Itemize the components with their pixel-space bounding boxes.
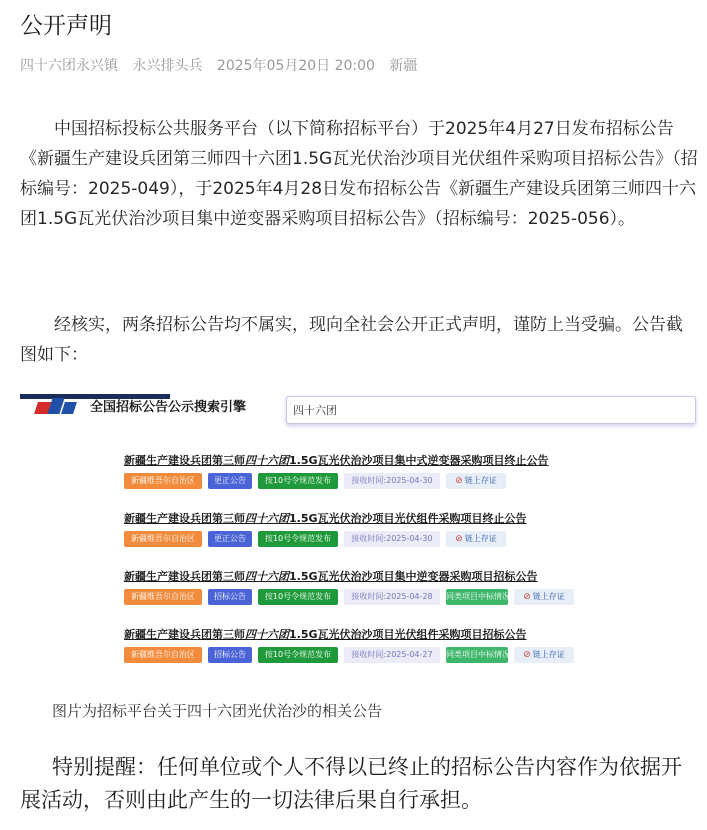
chain-link-button[interactable]: ⊘ 链上存证 <box>514 647 574 663</box>
chain-link-button[interactable]: ⊘ 链上存证 <box>514 589 574 605</box>
result-title[interactable]: 新疆生产建设兵团第三师四十六团1.5G瓦光伏治沙项目集中式逆变器采购项目终止公告 <box>124 454 549 467</box>
link-icon: ⊘ <box>523 592 531 602</box>
result-title[interactable]: 新疆生产建设兵团第三师四十六团1.5G瓦光伏治沙项目光伏组件采购项目招标公告 <box>124 628 527 641</box>
result-tags <box>124 589 580 605</box>
standard-tag: 按10号令规范发布 <box>258 531 338 547</box>
result-item[interactable] <box>124 626 684 676</box>
result-title[interactable]: 新疆生产建设兵团第三师四十六团1.5G瓦光伏治沙项目光伏组件采购项目终止公告 <box>124 512 527 525</box>
publish-datetime: 2025年05月20日 20:00 <box>216 58 375 74</box>
link-icon: ⊘ <box>455 534 463 544</box>
search-engine-header <box>20 394 698 428</box>
search-box[interactable] <box>286 396 696 424</box>
result-item[interactable] <box>124 452 684 506</box>
paragraph-2: 经核实，两条招标公告均不属实，现向全社会公开正式声明，谨防上当受骗。公告截图如下： <box>20 315 683 365</box>
image-caption: 图片为招标平台关于四十六团光伏治沙的相关公告 <box>52 702 383 720</box>
region-tag: 新疆维吾尔自治区 <box>124 531 202 547</box>
region-tag: 新疆维吾尔自治区 <box>124 647 202 663</box>
standard-tag: 按10号令规范发布 <box>258 647 338 663</box>
result-title[interactable]: 新疆生产建设兵团第三师四十六团1.5G瓦光伏治沙项目集中逆变器采购项目招标公告 <box>124 570 538 583</box>
result-tags <box>124 473 512 489</box>
author-name[interactable]: 四十六团永兴镇 <box>20 58 118 74</box>
platform-logo-icon <box>36 398 76 416</box>
similar-projects-button[interactable]: 同类项目中标情况 <box>446 647 508 663</box>
result-item[interactable] <box>124 510 684 564</box>
date-tag: 接收时间:2025-04-30 <box>344 531 440 547</box>
similar-projects-button[interactable]: 同类项目中标情况 <box>446 589 508 605</box>
standard-tag: 按10号令规范发布 <box>258 589 338 605</box>
result-tags <box>124 531 512 547</box>
publish-location: 新疆 <box>389 58 418 74</box>
announcement-screenshot <box>20 394 698 676</box>
type-tag: 更正公告 <box>208 531 252 547</box>
standard-tag: 按10号令规范发布 <box>258 473 338 489</box>
result-tags <box>124 647 580 663</box>
engine-title: 全国招标公告公示搜索引擎 <box>90 400 247 415</box>
date-tag: 接收时间:2025-04-30 <box>344 473 440 489</box>
link-icon: ⊘ <box>455 476 463 486</box>
search-input[interactable] <box>293 402 683 418</box>
link-icon: ⊘ <box>523 650 531 660</box>
result-item[interactable] <box>124 568 684 622</box>
region-tag: 新疆维吾尔自治区 <box>124 589 202 605</box>
paragraph-1: 中国招标投标公共服务平台（以下简称招标平台）于2025年4月27日发布招标公告《新疆生产建设兵团第三师四十六团1.5G瓦光伏治沙项目光伏组件采购项目招标公告》（招标编号：2025-049），于2025年4月28日发布招标公告《新疆生产建设兵团第三师四十六团1.5G瓦光伏治沙项目集中逆变器采购项目招标公告》（招标编号：2025-056）。 <box>20 119 698 229</box>
type-tag: 招标公告 <box>208 647 252 663</box>
article-meta <box>20 56 427 76</box>
date-tag: 接收时间:2025-04-28 <box>344 589 440 605</box>
type-tag: 招标公告 <box>208 589 252 605</box>
region-tag: 新疆维吾尔自治区 <box>124 473 202 489</box>
chain-link-button[interactable]: ⊘ 链上存证 <box>446 473 506 489</box>
article-title: 公开声明 <box>20 13 112 39</box>
special-reminder: 特别提醒：任何单位或个人不得以已终止的招标公告内容作为依据开展活动，否则由此产生的一切法律后果自行承担。 <box>20 755 682 812</box>
account-name[interactable]: 永兴排头兵 <box>132 58 203 74</box>
chain-link-button[interactable]: ⊘ 链上存证 <box>446 531 506 547</box>
date-tag: 接收时间:2025-04-27 <box>344 647 440 663</box>
type-tag: 更正公告 <box>208 473 252 489</box>
